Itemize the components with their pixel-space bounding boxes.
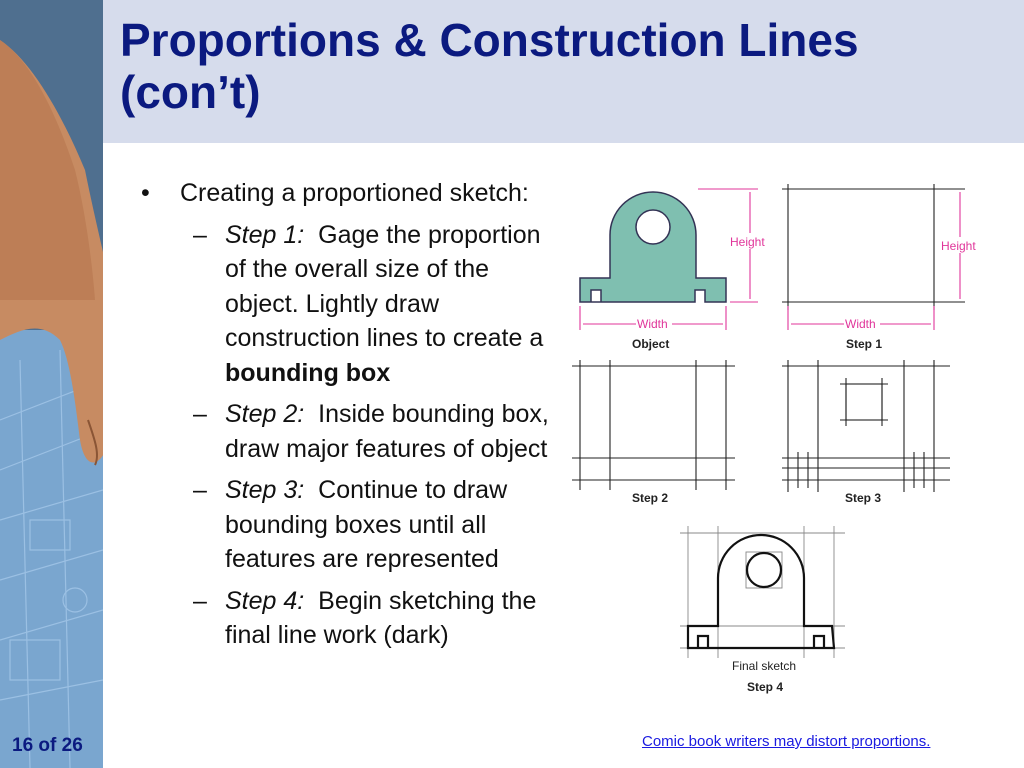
height-label: Height	[730, 235, 765, 249]
step4-construction-lines	[680, 526, 845, 658]
dash-mark: –	[193, 400, 207, 428]
comic-proportions-link[interactable]: Comic book writers may distort proportions.	[642, 733, 931, 750]
step-text: Gage the proportion of the overall size of the object. Lightly draw construction lines to create a	[225, 220, 544, 352]
final-sketch-label: Final sketch	[732, 659, 797, 673]
hand-blueprint-photo	[0, 0, 103, 768]
sketch-steps-diagram	[570, 180, 990, 700]
caption-object: Object	[632, 337, 670, 351]
step-item	[135, 218, 560, 391]
caption-step1: Step 1	[846, 337, 883, 351]
dash-mark: –	[193, 586, 207, 615]
step-name: Step 2:	[225, 400, 305, 428]
step-text: Continue to draw bounding boxes until all features are represented	[225, 476, 508, 573]
step-text: Inside bounding box, draw major features of object	[225, 400, 549, 463]
caption-step3: Step 3	[845, 491, 882, 505]
step1-drawing	[782, 184, 965, 310]
dash-mark: –	[193, 220, 207, 249]
step-name: Step 4:	[225, 586, 305, 615]
step-name: Step 1:	[225, 220, 305, 249]
step-list	[135, 218, 560, 653]
step2-drawing	[572, 360, 735, 490]
main-bullet	[135, 176, 560, 211]
step3-drawing	[782, 360, 950, 492]
bullet-content	[135, 176, 560, 660]
step-text: Begin sketching the final line work (dark)	[225, 586, 537, 649]
step-item	[135, 473, 560, 577]
caption-step2: Step 2	[632, 491, 669, 505]
step-bold-text: bounding box	[225, 358, 391, 387]
caption-step4: Step 4	[747, 680, 784, 694]
page-number: 16 of 26	[12, 735, 83, 756]
width-label: Width	[637, 317, 668, 331]
slide-title: Proportions & Construction Lines (con’t)	[120, 14, 859, 118]
height-label-step1: Height	[941, 239, 976, 253]
bullet-mark: •	[141, 179, 150, 207]
width-label-step1: Width	[845, 317, 876, 331]
step-item	[135, 397, 560, 466]
main-bullet-text: Creating a proportioned sketch:	[180, 179, 529, 207]
object-drawing	[580, 192, 726, 302]
step-item	[135, 584, 560, 653]
dash-mark: –	[193, 476, 207, 504]
step-name: Step 3:	[225, 476, 305, 504]
